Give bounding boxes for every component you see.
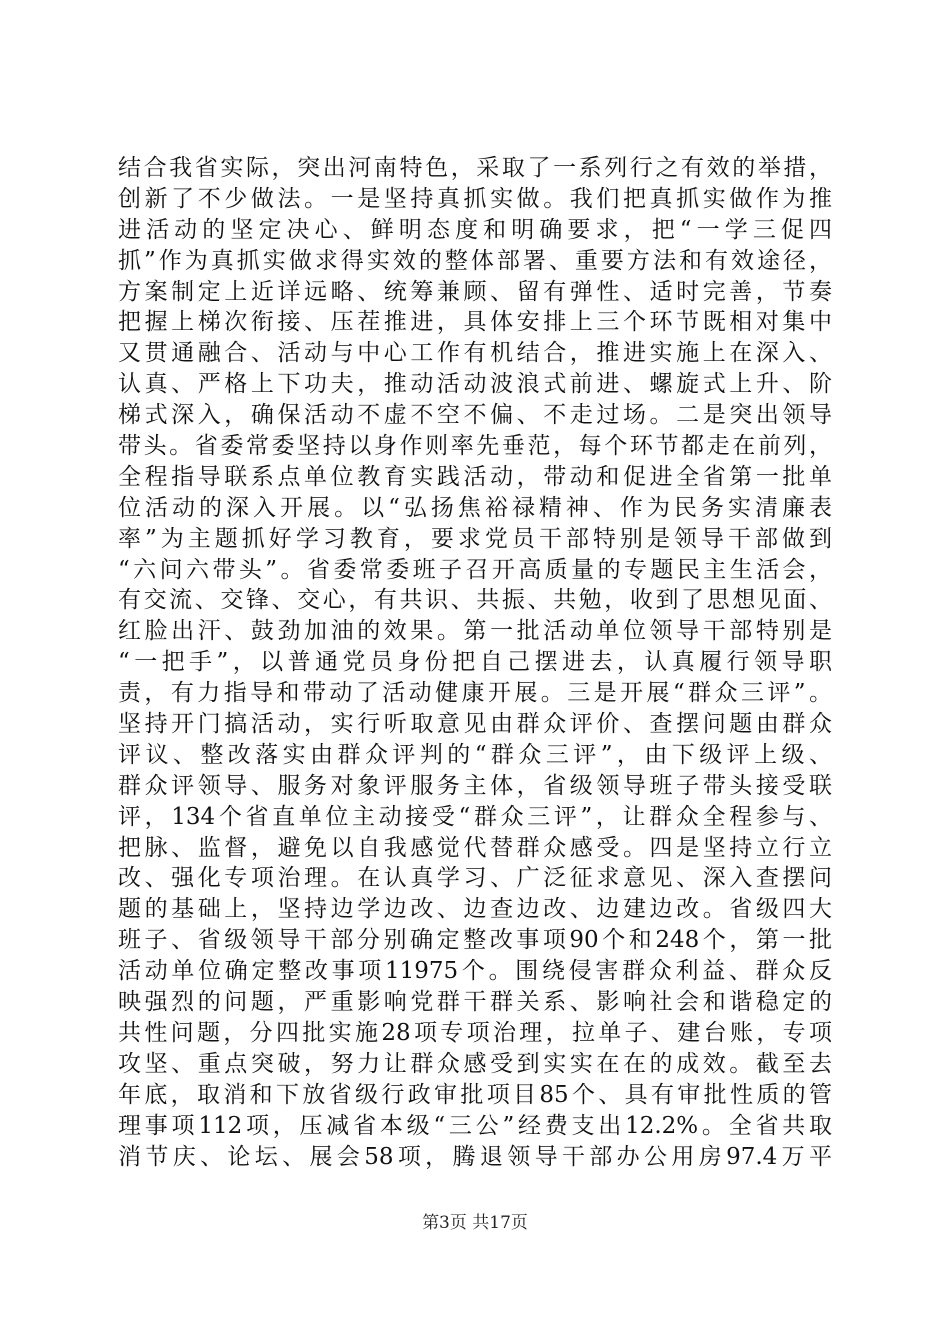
- text-line: 有交流、交锋、交心，有共识、共振、共勉，收到了思想见面、: [118, 587, 832, 614]
- text-line: 位活动的深入开展。以“弘扬焦裕禄精神、作为民务实清廉表: [118, 494, 832, 521]
- text-line: 带头。省委常委坚持以身作则率先垂范，每个环节都走在前列，: [118, 433, 832, 460]
- text-line: 活动单位确定整改事项11975个。围绕侵害群众利益、群众反: [118, 958, 832, 985]
- text-line: 题的基础上，坚持边学边改、边查边改、边建边改。省级四大: [118, 896, 832, 923]
- text-line: 把脉、监督，避免以自我感觉代替群众感受。四是坚持立行立: [118, 834, 832, 861]
- text-line: 改、强化专项治理。在认真学习、广泛征求意见、深入查摆问: [118, 865, 832, 892]
- body-paragraph: [118, 153, 832, 1172]
- text-line: 抓”作为真抓实做求得实效的整体部署、重要方法和有效途径，: [118, 247, 832, 274]
- text-line: 全程指导联系点单位教育实践活动，带动和促进全省第一批单: [118, 463, 832, 490]
- text-line: 评议、整改落实由群众评判的“群众三评”，由下级评上级、: [118, 741, 832, 768]
- text-line: 映强烈的问题，严重影响党群干群关系、影响社会和谐稳定的: [118, 989, 832, 1016]
- text-line: 理事项112项，压减省本级“三公”经费支出12.2%。全省共取: [118, 1112, 832, 1139]
- text-line: 梯式深入，确保活动不虚不空不偏、不走过场。二是突出领导: [118, 402, 832, 429]
- text-line: 年底，取消和下放省级行政审批项目85个、具有审批性质的管: [118, 1081, 832, 1108]
- text-line: 评，134个省直单位主动接受“群众三评”，让群众全程参与、: [118, 803, 832, 830]
- text-line: 共性问题，分四批实施28项专项治理，拉单子、建台账，专项: [118, 1019, 832, 1046]
- text-line: 创新了不少做法。一是坚持真抓实做。我们把真抓实做作为推: [118, 185, 832, 212]
- text-line: 红脸出汗、鼓劲加油的效果。第一批活动单位领导干部特别是: [118, 618, 832, 645]
- text-line: 消节庆、论坛、展会58项，腾退领导干部办公用房97.4万平: [118, 1143, 832, 1170]
- text-line: 认真、严格上下功夫，推动活动波浪式前进、螺旋式上升、阶: [118, 371, 832, 398]
- text-line: 群众评领导、服务对象评服务主体，省级领导班子带头接受联: [118, 772, 832, 799]
- text-line: 攻坚、重点突破，努力让群众感受到实实在在的成效。截至去: [118, 1050, 832, 1077]
- text-line: “一把手”，以普通党员身份把自己摆进去，认真履行领导职: [118, 649, 832, 676]
- page-number-footer: 第3页 共17页: [422, 1213, 528, 1233]
- text-line: “六问六带头”。省委常委班子召开高质量的专题民主生活会，: [118, 556, 832, 583]
- text-line: 方案制定上近详远略、统筹兼顾、留有弹性、适时完善，节奏: [118, 278, 832, 305]
- text-line: 结合我省实际，突出河南特色，采取了一系列行之有效的举措，: [118, 155, 832, 181]
- text-line: 班子、省级领导干部分别确定整改事项90个和248个，第一批: [118, 927, 832, 954]
- text-line: 坚持开门搞活动，实行听取意见由群众评价、查摆问题由群众: [118, 711, 832, 738]
- text-line: 进活动的坚定决心、鲜明态度和明确要求，把“一学三促四: [118, 216, 832, 243]
- text-line: 责，有力指导和带动了活动健康开展。三是开展“群众三评”。: [118, 680, 832, 707]
- text-line: 率”为主题抓好学习教育，要求党员干部特别是领导干部做到: [118, 525, 832, 552]
- text-line: 又贯通融合、活动与中心工作有机结合，推进实施上在深入、: [118, 340, 832, 367]
- text-line: 把握上梯次衔接、压茬推进，具体安排上三个环节既相对集中: [118, 309, 832, 336]
